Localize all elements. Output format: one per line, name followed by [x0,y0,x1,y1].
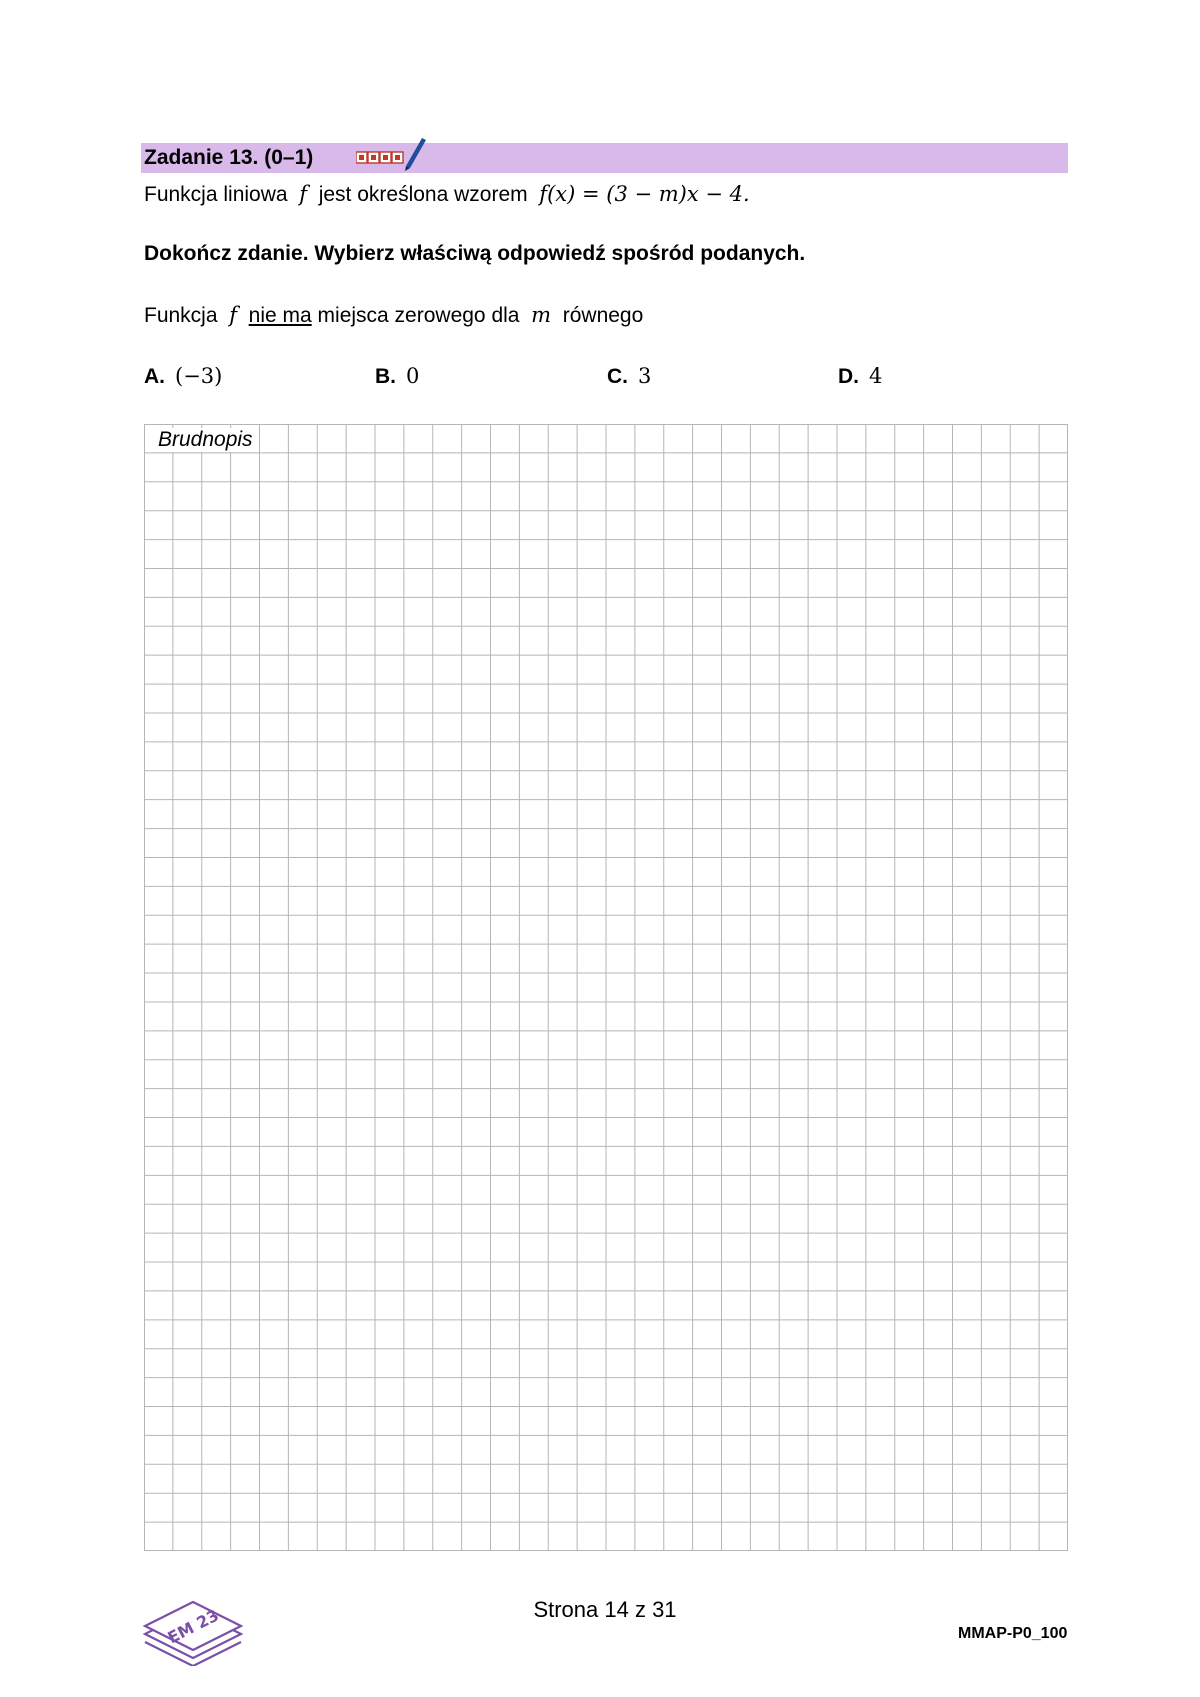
option-value: 0 [406,364,420,388]
cke-logo-icon [143,1582,243,1666]
option-letter: B. [375,365,396,388]
option-value: 3 [638,364,652,388]
scratch-grid [144,424,1068,1551]
prompt-suffix: równego [562,304,644,327]
pen-icon [405,138,426,171]
statement-middle: jest określona wzorem [318,183,528,206]
option-b[interactable] [375,363,419,390]
task-header [141,143,1068,173]
prompt-emphasis: nie ma [248,304,312,327]
task-statement [144,181,750,208]
formula: f(x) = (3 − m)x − 4. [539,182,750,206]
option-d[interactable] [838,363,882,390]
option-c[interactable] [607,363,651,390]
task-title: Zadanie 13. (0–1) [144,146,314,169]
instruction: Dokończ zdanie. Wybierz właściwą odpowiedź spośród podanych. [144,242,806,265]
prompt-middle: miejsca zerowego dla [317,304,520,327]
option-letter: C. [607,365,628,388]
prompt-prefix: Funkcja [144,304,218,327]
statement-prefix: Funkcja liniowa [144,183,288,206]
question-prompt [144,302,643,329]
variable-symbol: m [531,303,552,327]
function-symbol: f [229,303,237,327]
checkbox-row-icon [356,135,436,171]
page-number: Strona 14 z 31 [533,1597,677,1622]
function-symbol: f [299,182,308,206]
option-value: 4 [869,364,883,388]
option-value: (−3) [175,364,223,388]
option-letter: D. [838,365,859,388]
scratch-label: Brudnopis [158,428,253,451]
exam-code: MMAP-P0_100 [958,1625,1068,1642]
logo-text: EM 23 [164,1605,222,1648]
option-a[interactable] [144,363,222,390]
option-letter: A. [144,365,165,388]
